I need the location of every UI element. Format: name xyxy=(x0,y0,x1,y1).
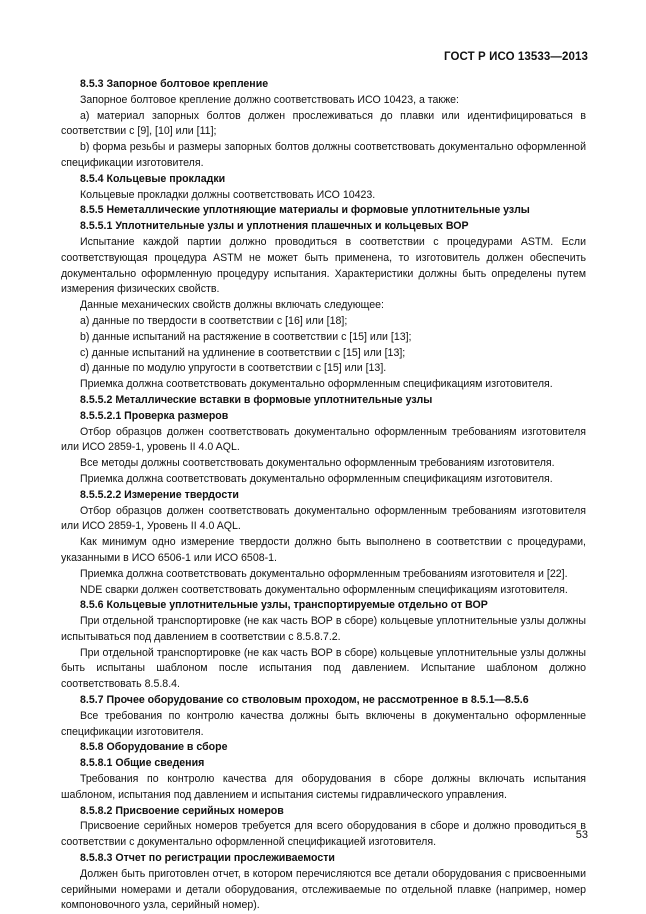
section-heading: 8.5.8.3 Отчет по регистрации прослеживаемости xyxy=(80,852,335,865)
page-number: 53 xyxy=(575,829,588,841)
paragraph: NDE сварки должен соответствовать документально оформленным спецификациям изготовителя. xyxy=(80,583,568,596)
section-heading: 8.5.5.1 Уплотнительные узлы и уплотнения плашечных и кольцевых ВОР xyxy=(80,220,469,233)
paragraph: Требования по контролю качества для оборудования в сборе должны включать испытания шаблоном, испытания под давлением и испытания системы гидравлического управления. xyxy=(61,773,586,801)
document-body xyxy=(61,77,586,914)
list-item: b) данные испытаний на растяжение в соответствии с [15] или [13]; xyxy=(80,330,412,343)
paragraph: b) форма резьбы и размеры запорных болтов должны соответствовать документально оформленной спецификации изготовителя. xyxy=(61,141,586,169)
section-heading: 8.5.5.2 Металлические вставки в формовые уплотнительные узлы xyxy=(80,393,433,406)
section-heading: 8.5.5.2.1 Проверка размеров xyxy=(80,409,229,422)
paragraph: Все методы должны соответствовать документально оформленным требованиям изготовителя. xyxy=(80,457,555,470)
paragraph: Кольцевые прокладки должны соответствовать ИСО 10423. xyxy=(80,188,376,201)
section-heading: 8.5.8.2 Присвоение серийных номеров xyxy=(80,804,284,817)
section-heading: 8.5.3 Запорное болтовое крепление xyxy=(80,78,269,90)
list-item: а) данные по твердости в соответствии с [16] или [18]; xyxy=(80,314,348,327)
list-item: d) данные по модулю упругости в соответствии с [15] или [13]. xyxy=(80,362,387,375)
paragraph: Все требования по контролю качества должны быть включены в документально оформленные спецификации изготовителя. xyxy=(61,709,586,738)
list-item: с) данные испытаний на удлинение в соответствии с [15] или [13]; xyxy=(80,346,406,359)
section-heading: 8.5.8 Оборудование в сборе xyxy=(80,741,228,754)
paragraph: Отбор образцов должен соответствовать документально оформленным требованиям изготовителя или ИСО 2859-1, Уровень II 4.0 AQL. xyxy=(61,504,586,533)
paragraph: Присвоение серийных номеров требуется для всего оборудования в сборе и должно проводиться в соответствии с документально оформленной спецификацией изготовителя. xyxy=(61,820,586,849)
section-heading: 8.5.6 Кольцевые уплотнительные узлы, транспортируемые отдельно от ВОР xyxy=(80,599,488,612)
paragraph: Запорное болтовое крепление должно соответствовать ИСО 10423, а также: xyxy=(80,93,459,106)
paragraph: Данные механических свойств должны включать следующее: xyxy=(80,299,385,312)
paragraph: При отдельной транспортировке (не как часть ВОР в сборе) кольцевые уплотнительные узлы должны быть испытаны шаблоном после испытания под давлением. Испытание шаблоном должно соответствовать 8.5.8.4. xyxy=(61,646,586,691)
paragraph: Должен быть приготовлен отчет, в котором перечисляются все детали оборудования с присвоенными серийными номерами и детали оборудования, отслеживаемые по отдельной плавке (например, номер компоновочного узла, серийный номер). xyxy=(61,867,586,912)
paragraph: Приемка должна соответствовать документально оформленным требованиям изготовителя и [22]. xyxy=(80,567,568,580)
paragraph: Приемка должна соответствовать документально оформленным спецификациям изготовителя. xyxy=(80,472,553,485)
paragraph: Как минимум одно измерение твердости должно быть выполнено в соответствии с процедурами, указанными в ИСО 6506-1 или ИСО 6508-1. xyxy=(61,536,586,564)
section-heading: 8.5.5 Неметаллические уплотняющие материалы и формовые уплотнительные узлы xyxy=(80,204,530,217)
paragraph: Испытание каждой партии должно проводиться в соответствии с процедурами ASTM. Если соответствующая процедура ASTM не может быть применена, то изготовитель должен обеспечить документально оформленную процедуру испытания. Характеристики должны быть определены путем измерения физических свойств. xyxy=(61,235,586,296)
paragraph: Приемка должна соответствовать документально оформленным спецификациям изготовителя. xyxy=(80,378,553,391)
paragraph: а) материал запорных болтов должен прослеживаться до плавки или идентифицироваться в соответствии с [9], [10] или [11]; xyxy=(61,109,586,138)
section-heading: 8.5.8.1 Общие сведения xyxy=(80,757,205,770)
document-header: ГОСТ Р ИСО 13533—2013 xyxy=(443,51,588,63)
paragraph: При отдельной транспортировке (не как часть ВОР в сборе) кольцевые уплотнительные узлы должны испытываться под давлением в соответствии с 8.5.8.7.2. xyxy=(61,615,586,643)
paragraph: Отбор образцов должен соответствовать документально оформленным требованиям изготовителя или ИСО 2859-1, уровень II 4.0 AQL. xyxy=(61,425,586,454)
section-heading: 8.5.5.2.2 Измерение твердости xyxy=(80,488,239,501)
section-heading: 8.5.4 Кольцевые прокладки xyxy=(80,172,226,185)
section-heading: 8.5.7 Прочее оборудование со стволовым проходом, не рассмотренное в 8.5.1—8.5.6 xyxy=(80,694,529,707)
